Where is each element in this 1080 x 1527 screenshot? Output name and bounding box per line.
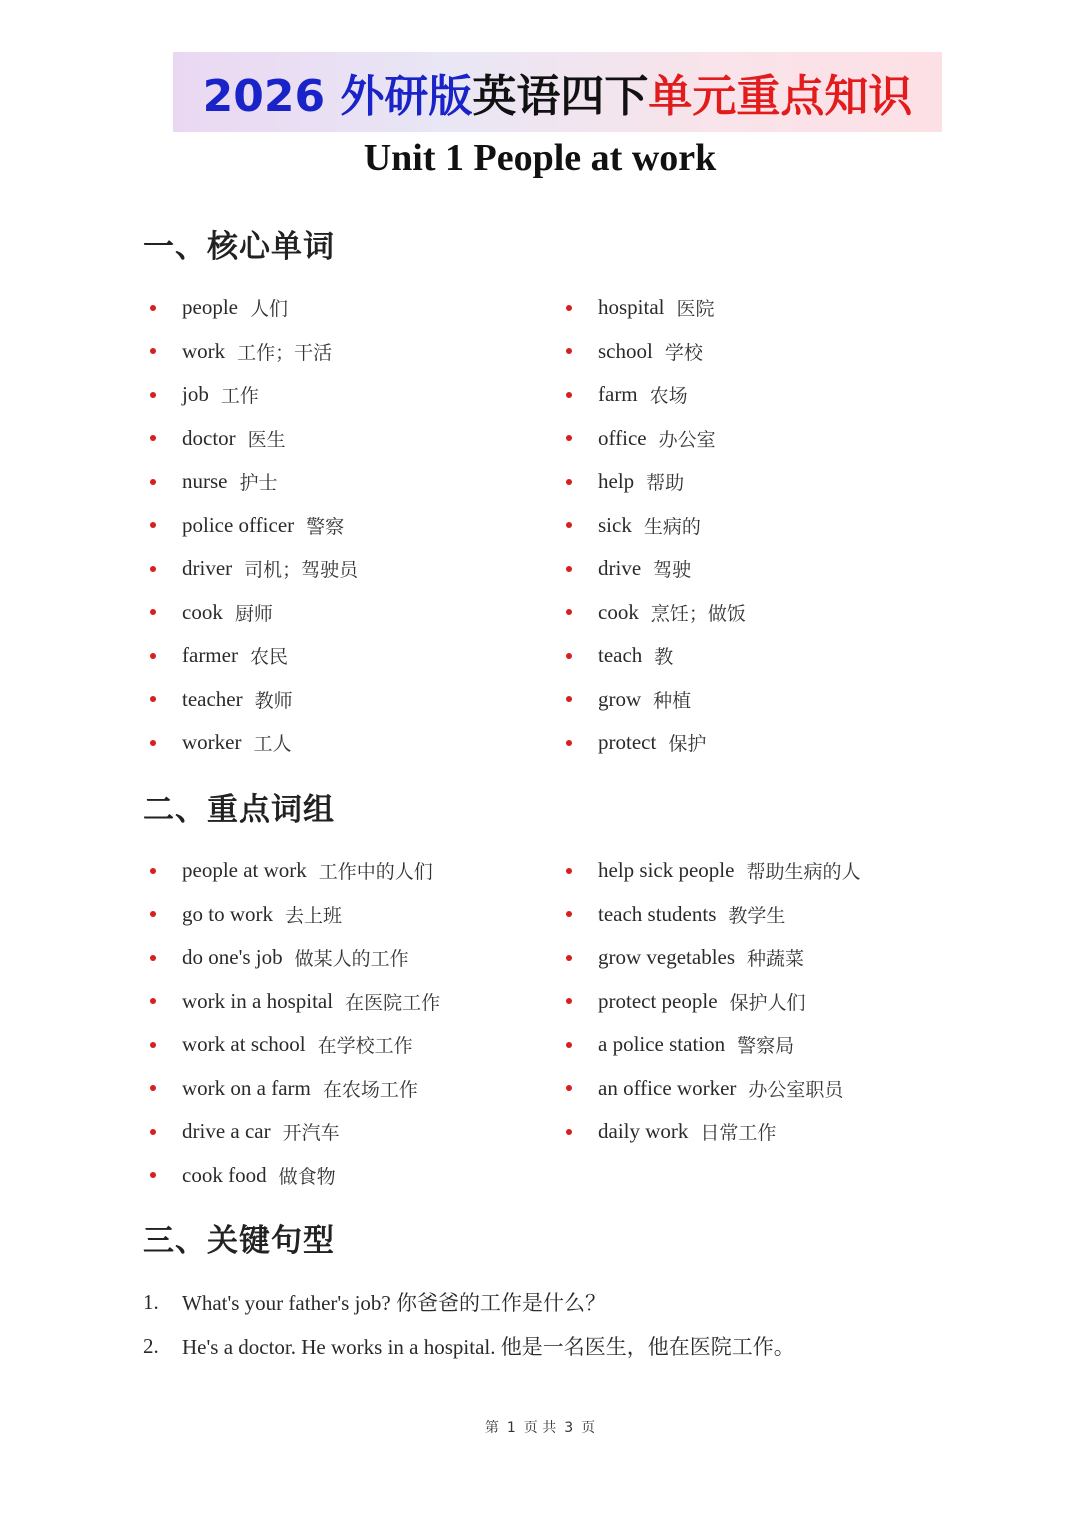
section-heading-phrases: 二、重点词组 <box>143 792 335 828</box>
list-item <box>561 417 746 461</box>
list-item <box>145 721 358 765</box>
english-term: grow vegetables <box>598 945 736 970</box>
list-item <box>145 936 440 980</box>
list-item <box>561 547 746 591</box>
english-term: cook <box>182 599 223 624</box>
chinese-meaning: 种植 <box>653 689 692 712</box>
bullet-icon <box>150 305 156 311</box>
english-term: hospital <box>598 295 665 320</box>
list-item <box>145 504 358 548</box>
english-term: driver <box>182 556 233 581</box>
footer-prefix: 第 <box>484 1420 499 1436</box>
chinese-meaning: 驾驶 <box>653 559 692 582</box>
footer-suffix: 页 <box>581 1420 596 1436</box>
list-item <box>561 1023 860 1067</box>
chinese-meaning: 农民 <box>249 646 288 669</box>
list-item <box>145 547 358 591</box>
bullet-icon <box>566 522 572 528</box>
chinese-meaning: 护士 <box>239 472 278 495</box>
footer-page-number: 1 <box>506 1420 516 1436</box>
banner-subject: 英语四下 <box>472 71 649 122</box>
list-item <box>561 591 746 635</box>
bullet-icon <box>150 696 156 702</box>
sentence-text: He's a doctor. He works in a hospital. 他是一名医生，他在医院工作。 <box>182 1335 795 1359</box>
chinese-meaning: 工作 <box>220 385 259 408</box>
english-term: grow <box>598 686 642 711</box>
bullet-icon <box>150 609 156 615</box>
unit-title: Unit 1 People at work <box>363 137 717 179</box>
phrase-list-left <box>145 849 440 1197</box>
list-item <box>561 936 860 980</box>
chinese-meaning: 工作中的人们 <box>318 861 433 884</box>
bullet-icon <box>150 522 156 528</box>
chinese-meaning: 日常工作 <box>700 1122 777 1145</box>
english-term: police officer <box>182 512 295 537</box>
list-item <box>561 504 746 548</box>
english-term: worker <box>182 730 242 755</box>
english-term: job <box>182 382 209 407</box>
bullet-icon <box>566 1042 572 1048</box>
list-item <box>561 373 746 417</box>
chinese-meaning: 做某人的工作 <box>294 948 409 971</box>
english-term: protect <box>598 730 657 755</box>
footer-total-pages: 3 <box>564 1420 574 1436</box>
english-term: help <box>598 469 635 494</box>
bullet-icon <box>566 696 572 702</box>
chinese-meaning: 生病的 <box>643 515 701 538</box>
english-term: people <box>182 295 238 320</box>
list-item <box>145 849 440 893</box>
list-item <box>145 591 358 635</box>
bullet-icon <box>566 305 572 311</box>
chinese-meaning: 办公室 <box>658 428 716 451</box>
chinese-meaning: 警察局 <box>737 1035 795 1058</box>
banner-topic: 单元重点知识 <box>648 71 913 122</box>
english-term: school <box>598 338 653 363</box>
section-heading-sentences: 三、关键句型 <box>143 1223 335 1259</box>
list-item <box>561 634 746 678</box>
bullet-icon <box>566 1129 572 1135</box>
banner-edition: 2026 外研版 <box>202 71 473 122</box>
section-heading-words: 一、核心单词 <box>143 229 335 265</box>
chinese-meaning: 农场 <box>649 385 688 408</box>
bullet-icon <box>566 740 572 746</box>
chinese-meaning: 厨师 <box>234 602 273 625</box>
list-item <box>561 460 746 504</box>
chinese-meaning: 保护 <box>668 733 707 756</box>
bullet-icon <box>150 392 156 398</box>
bullet-icon <box>566 911 572 917</box>
bullet-icon <box>150 998 156 1004</box>
sentence-item <box>143 1280 606 1324</box>
bullet-icon <box>566 868 572 874</box>
list-item <box>145 1067 440 1111</box>
chinese-meaning: 工人 <box>253 733 292 756</box>
english-term: do one's job <box>182 945 283 970</box>
chinese-meaning: 帮助 <box>646 472 685 495</box>
english-term: work in a hospital <box>182 988 334 1013</box>
chinese-meaning: 在医院工作 <box>345 991 441 1014</box>
list-item <box>145 1110 440 1154</box>
sentence-item <box>143 1324 795 1368</box>
phrase-list-right <box>561 849 860 1154</box>
bullet-icon <box>150 868 156 874</box>
bullet-icon <box>150 911 156 917</box>
chinese-meaning: 医生 <box>247 428 286 451</box>
chinese-meaning: 去上班 <box>285 904 343 927</box>
bullet-icon <box>150 955 156 961</box>
sentence-number: 2. <box>143 1333 159 1358</box>
bullet-icon <box>566 653 572 659</box>
english-term: drive a car <box>182 1119 271 1144</box>
chinese-meaning: 做食物 <box>278 1165 336 1188</box>
english-term: an office worker <box>598 1075 737 1100</box>
chinese-meaning: 办公室职员 <box>748 1078 844 1101</box>
bullet-icon <box>566 1085 572 1091</box>
chinese-meaning: 烹饪；做饭 <box>650 602 746 625</box>
bullet-icon <box>150 566 156 572</box>
bullet-icon <box>566 609 572 615</box>
chinese-meaning: 人们 <box>249 298 288 321</box>
list-item <box>145 678 358 722</box>
english-term: cook food <box>182 1162 267 1187</box>
english-term: work <box>182 338 226 363</box>
bullet-icon <box>150 479 156 485</box>
english-term: work on a farm <box>182 1075 311 1100</box>
chinese-meaning: 教 <box>654 646 674 669</box>
bullet-icon <box>150 348 156 354</box>
list-item <box>561 678 746 722</box>
list-item <box>145 330 358 374</box>
list-item <box>561 1110 860 1154</box>
chinese-meaning: 种蔬菜 <box>747 948 805 971</box>
english-term: people at work <box>182 858 307 883</box>
english-term: daily work <box>598 1119 689 1144</box>
list-item <box>145 417 358 461</box>
bullet-icon <box>566 435 572 441</box>
english-term: work at school <box>182 1032 306 1057</box>
bullet-icon <box>150 435 156 441</box>
bullet-icon <box>566 998 572 1004</box>
chinese-meaning: 开汽车 <box>282 1122 340 1145</box>
chinese-meaning: 教学生 <box>728 904 786 927</box>
bullet-icon <box>566 479 572 485</box>
sentence-text: What's your father's job? 你爸爸的工作是什么？ <box>182 1291 606 1315</box>
chinese-meaning: 教师 <box>254 689 293 712</box>
word-list-left <box>145 286 358 765</box>
english-term: go to work <box>182 901 273 926</box>
english-term: cook <box>598 599 639 624</box>
chinese-meaning: 在学校工作 <box>317 1035 413 1058</box>
list-item <box>145 1023 440 1067</box>
list-item <box>145 634 358 678</box>
list-item <box>145 1154 440 1198</box>
list-item <box>145 460 358 504</box>
bullet-icon <box>566 566 572 572</box>
bullet-icon <box>150 740 156 746</box>
english-term: protect people <box>598 988 718 1013</box>
chinese-meaning: 司机；驾驶员 <box>244 559 359 582</box>
page-banner <box>173 52 942 132</box>
chinese-meaning: 学校 <box>664 341 703 364</box>
list-item <box>561 980 860 1024</box>
chinese-meaning: 在农场工作 <box>322 1078 418 1101</box>
list-item <box>561 286 746 330</box>
page-footer <box>0 1417 1080 1437</box>
bullet-icon <box>150 1129 156 1135</box>
list-item <box>561 893 860 937</box>
chinese-meaning: 警察 <box>306 515 345 538</box>
english-term: doctor <box>182 425 236 450</box>
english-term: teach students <box>598 901 717 926</box>
list-item <box>145 893 440 937</box>
bullet-icon <box>150 1085 156 1091</box>
list-item <box>561 1067 860 1111</box>
bullet-icon <box>150 653 156 659</box>
english-term: a police station <box>598 1032 726 1057</box>
english-term: teach <box>598 643 643 668</box>
chinese-meaning: 工作；干活 <box>237 341 333 364</box>
english-term: farm <box>598 382 638 407</box>
english-term: drive <box>598 556 642 581</box>
chinese-meaning: 保护人们 <box>729 991 806 1014</box>
sentence-number: 1. <box>143 1289 159 1314</box>
footer-middle: 页 共 <box>523 1420 557 1436</box>
chinese-meaning: 帮助生病的人 <box>746 861 861 884</box>
bullet-icon <box>150 1042 156 1048</box>
english-term: sick <box>598 512 632 537</box>
bullet-icon <box>566 392 572 398</box>
list-item <box>145 980 440 1024</box>
english-term: teacher <box>182 686 243 711</box>
english-term: nurse <box>182 469 228 494</box>
english-term: farmer <box>182 643 238 668</box>
english-term: office <box>598 425 647 450</box>
bullet-icon <box>150 1172 156 1178</box>
list-item <box>561 330 746 374</box>
list-item <box>561 849 860 893</box>
word-list-right <box>561 286 746 765</box>
bullet-icon <box>566 348 572 354</box>
english-term: help sick people <box>598 858 735 883</box>
list-item <box>145 373 358 417</box>
chinese-meaning: 医院 <box>676 298 715 321</box>
list-item <box>145 286 358 330</box>
bullet-icon <box>566 955 572 961</box>
list-item <box>561 721 746 765</box>
